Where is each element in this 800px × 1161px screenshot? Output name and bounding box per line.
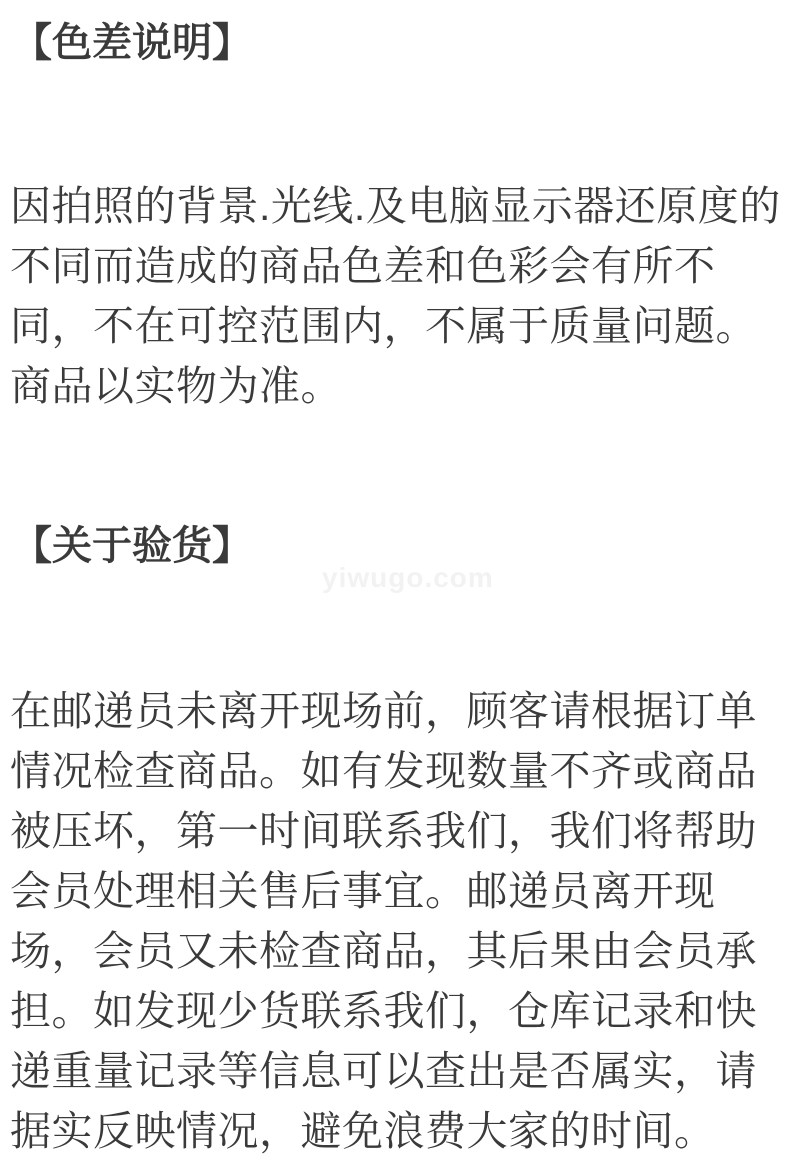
paragraph-line: 据实反映情况，避免浪费大家的时间。 (10, 1108, 716, 1154)
paragraph-line: 因拍照的背景.光线.及电脑显示器还原度的 (10, 183, 781, 229)
paragraph-line: 在邮递员未离开现场前，顾客请根据订单 (10, 688, 757, 734)
paragraph-line: 不同而造成的商品色差和色彩会有所不 (10, 243, 716, 289)
paragraph-line: 递重量记录等信息可以查出是否属实，请 (10, 1048, 757, 1094)
paragraph-line: 商品以实物为准。 (10, 363, 342, 409)
paragraph-line: 担。如发现少货联系我们，仓库记录和快 (10, 988, 757, 1034)
paragraph-line: 被压坏，第一时间联系我们，我们将帮助 (10, 808, 757, 854)
heading-color-difference-note: 【色差说明】 (12, 21, 252, 65)
yiwugo-watermark: yiwugo.com (322, 562, 494, 593)
paragraph-line: 情况检查商品。如有发现数量不齐或商品 (10, 748, 757, 794)
color-difference-paragraph (10, 176, 781, 416)
goods-inspection-paragraph (10, 681, 757, 1161)
paragraph-line: 同，不在可控范围内，不属于质量问题。 (10, 303, 757, 349)
heading-goods-inspection: 【关于验货】 (12, 524, 252, 568)
paragraph-line: 会员处理相关售后事宜。邮递员离开现 (10, 868, 716, 914)
paragraph-line: 场，会员又未检查商品，其后果由会员承 (10, 928, 757, 974)
